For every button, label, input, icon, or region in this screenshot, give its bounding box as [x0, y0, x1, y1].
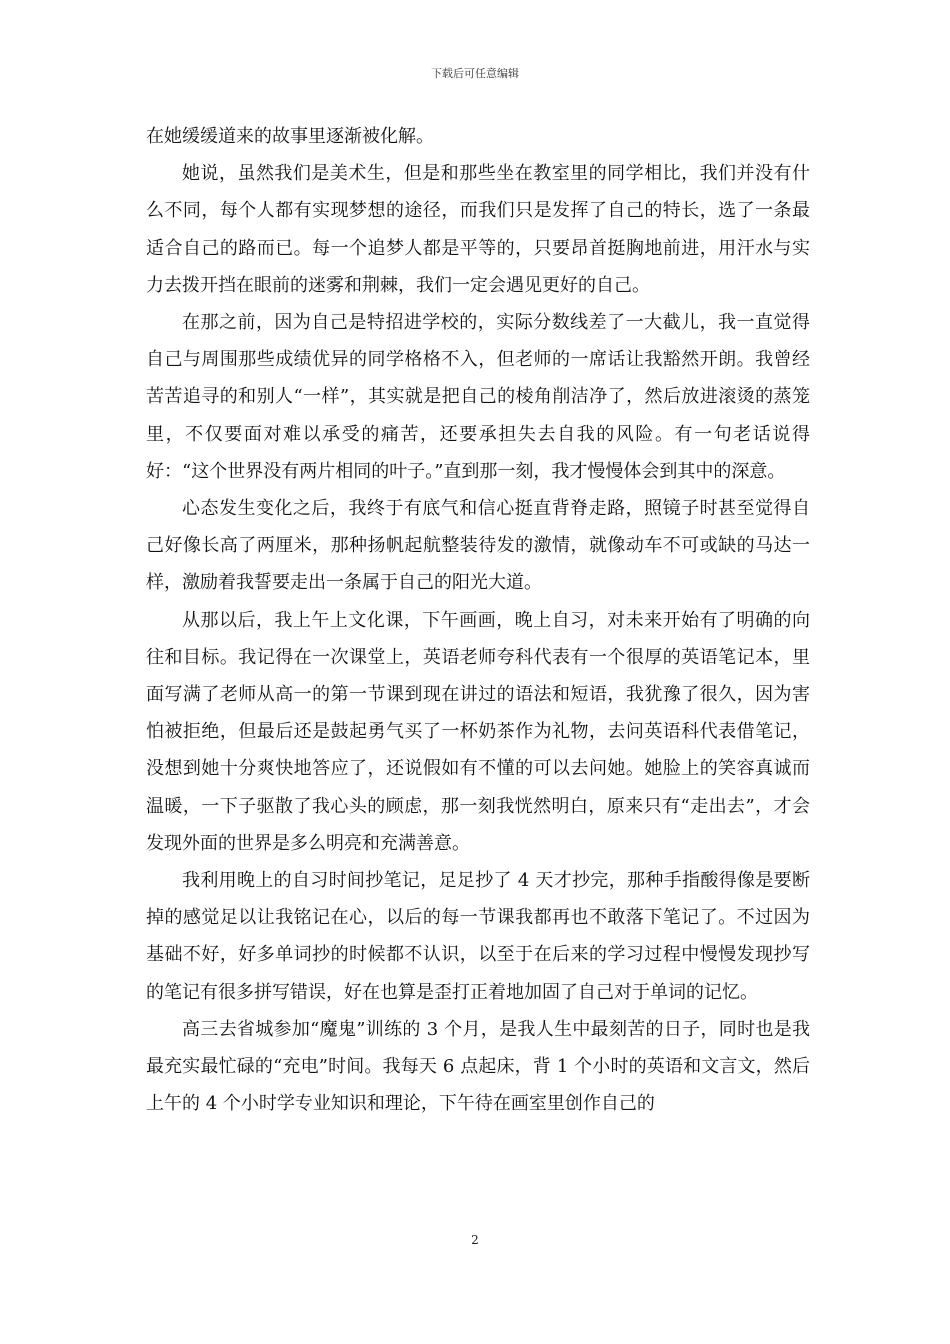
page-header: 下载后可任意编辑: [431, 67, 519, 80]
paragraph: 她说，虽然我们是美术生，但是和那些坐在教室里的同学相比，我们并没有什么不同，每个人都有实现梦想的途径，而我们只是发挥了自己的特长，选了一条最适合自己的路而已。每一个追梦人都是平等的，只要昂首挺胸地前进，用汗水与实力去拨开挡在眼前的迷雾和荆棘，我们一定会遇见更好的自己。: [146, 163, 810, 296]
paragraph: 心态发生变化之后，我终于有底气和信心挺直背脊走路，照镜子时甚至觉得自己好像长高了两厘米，那种扬帆起航整装待发的激情，就像动车不可或缺的马达一样，激励着我誓要走出一条属于自己的阳光大道。: [146, 498, 810, 594]
paragraph: 我利用晚上的自习时间抄笔记，足足抄了 4 天才抄完，那种手指酸得像是要断掉的感觉足以让我铭记在心，以后的每一节课我都再也不敢落下笔记了。不过因为基础不好，好多单词抄的时候都不认识，以至于在后来的学习过程中慢慢发现抄写的笔记有很多拼写错误，好在也算是歪打正着地加固了自己对于单词的记忆。: [146, 870, 810, 1003]
page-number: 2: [471, 1233, 479, 1247]
paragraph-continuation: 在她缓缓道来的故事里逐渐被化解。: [146, 126, 434, 147]
document-body: [146, 118, 810, 1122]
paragraph: 高三去省城参加“魔鬼”训练的 3 个月，是我人生中最刻苦的日子，同时也是我最充实最忙碌的“充电”时间。我每天 6 点起床，背 1 个小时的英语和文言文，然后上午的 4 个小时学专业知识和理论，下午待在画室里创作自己的: [146, 1018, 810, 1115]
paragraph: 从那以后，我上午上文化课，下午画画，晚上自习，对未来开始有了明确的向往和目标。我记得在一次课堂上，英语老师夸科代表有一个很厚的英语笔记本，里面写满了老师从高一的第一节课到现在讲过的语法和短语，我犹豫了很久，因为害怕被拒绝，但最后还是鼓起勇气买了一杯奶茶作为礼物，去问英语科代表借笔记，没想到她十分爽快地答应了，还说假如有不懂的可以去问她。她脸上的笑容真诚而温暖，一下子驱散了我心头的顾虑，那一刻我恍然明白，原来只有“走出去”，才会发现外面的世界是多么明亮和充满善意。: [146, 609, 810, 854]
paragraph: 在那之前，因为自己是特招进学校的，实际分数线差了一大截儿，我一直觉得自己与周围那些成绩优异的同学格格不入，但老师的一席话让我豁然开朗。我曾经苦苦追寻的和别人“一样”，其实就是把自己的棱角削洁净了，然后放进滚烫的蒸笼里，不仅要面对难以承受的痛苦，还要承担失去自我的风险。有一句老话说得好：“这个世界没有两片相同的叶子。”直到那一刻，我才慢慢体会到其中的深意。: [146, 312, 810, 482]
